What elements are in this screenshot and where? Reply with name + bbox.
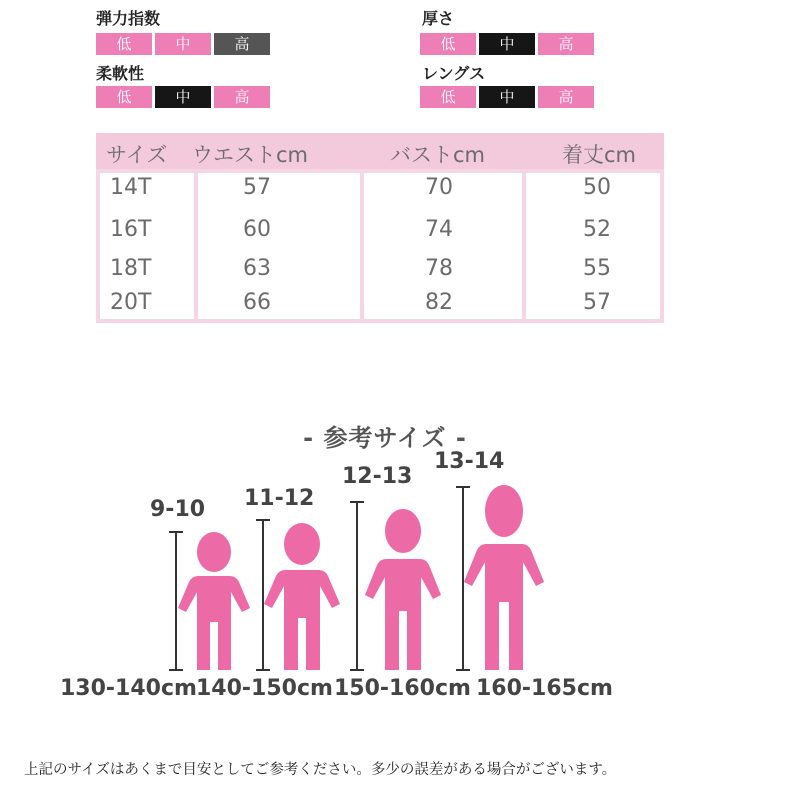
table-cell-waist: 63 [243, 256, 271, 281]
col-header-waist: ウエストcm [192, 143, 309, 167]
child-figure-icon [363, 505, 443, 672]
child-figure-icon [176, 530, 252, 672]
level-mid: 中 [155, 33, 211, 55]
col-header-size: サイズ [106, 143, 168, 167]
level-high-selected: 高 [214, 33, 270, 55]
length-scale [420, 86, 594, 108]
child-figure-icon [262, 520, 342, 672]
thickness-scale [420, 33, 594, 55]
height-range-label: 150-160cm [334, 676, 471, 701]
height-range-label: 130-140cm [60, 676, 197, 701]
table-cell-bust: 74 [425, 217, 453, 242]
table-cell-size: 16T [110, 217, 152, 242]
col-header-length: 着丈cm [562, 143, 637, 167]
age-label: 11-12 [244, 486, 315, 511]
age-label: 12-13 [342, 464, 413, 489]
level-high: 高 [538, 33, 594, 55]
level-low: 低 [420, 33, 476, 55]
level-mid-selected: 中 [155, 86, 211, 108]
length-label: レングス [422, 64, 486, 83]
reference-size-title: - 参考サイズ - [303, 424, 467, 452]
child-figure-icon [462, 482, 546, 672]
elasticity-scale [96, 33, 270, 55]
thickness-label: 厚さ [422, 9, 455, 28]
height-range-label: 160-165cm [476, 676, 613, 701]
table-cell-length: 52 [583, 217, 611, 242]
level-high: 高 [214, 86, 270, 108]
level-low: 低 [420, 86, 476, 108]
level-low: 低 [96, 86, 152, 108]
size-table [96, 133, 664, 323]
height-range-label: 140-150cm [196, 676, 333, 701]
table-cell-bust: 70 [425, 175, 453, 200]
table-cell-length: 50 [583, 175, 611, 200]
table-cell-size: 18T [110, 256, 152, 281]
table-cell-size: 14T [110, 175, 152, 200]
softness-label: 柔軟性 [96, 64, 145, 83]
size-disclaimer-note: 上記のサイズはあくまで目安としてご参考ください。多少の誤差がある場合がございます。 [24, 762, 617, 778]
table-cell-waist: 66 [243, 290, 271, 315]
level-low: 低 [96, 33, 152, 55]
age-label: 9-10 [150, 497, 206, 522]
softness-scale [96, 86, 270, 108]
level-mid-selected: 中 [479, 33, 535, 55]
level-mid-selected: 中 [479, 86, 535, 108]
table-cell-bust: 82 [425, 290, 453, 315]
table-cell-waist: 60 [243, 217, 271, 242]
level-high: 高 [538, 86, 594, 108]
table-cell-size: 20T [110, 290, 152, 315]
table-cell-bust: 78 [425, 256, 453, 281]
col-header-bust: バストcm [390, 143, 486, 167]
table-cell-waist: 57 [243, 175, 271, 200]
table-cell-length: 55 [583, 256, 611, 281]
elasticity-label: 弾力指数 [96, 9, 161, 28]
table-cell-length: 57 [583, 290, 611, 315]
age-label: 13-14 [434, 449, 505, 474]
